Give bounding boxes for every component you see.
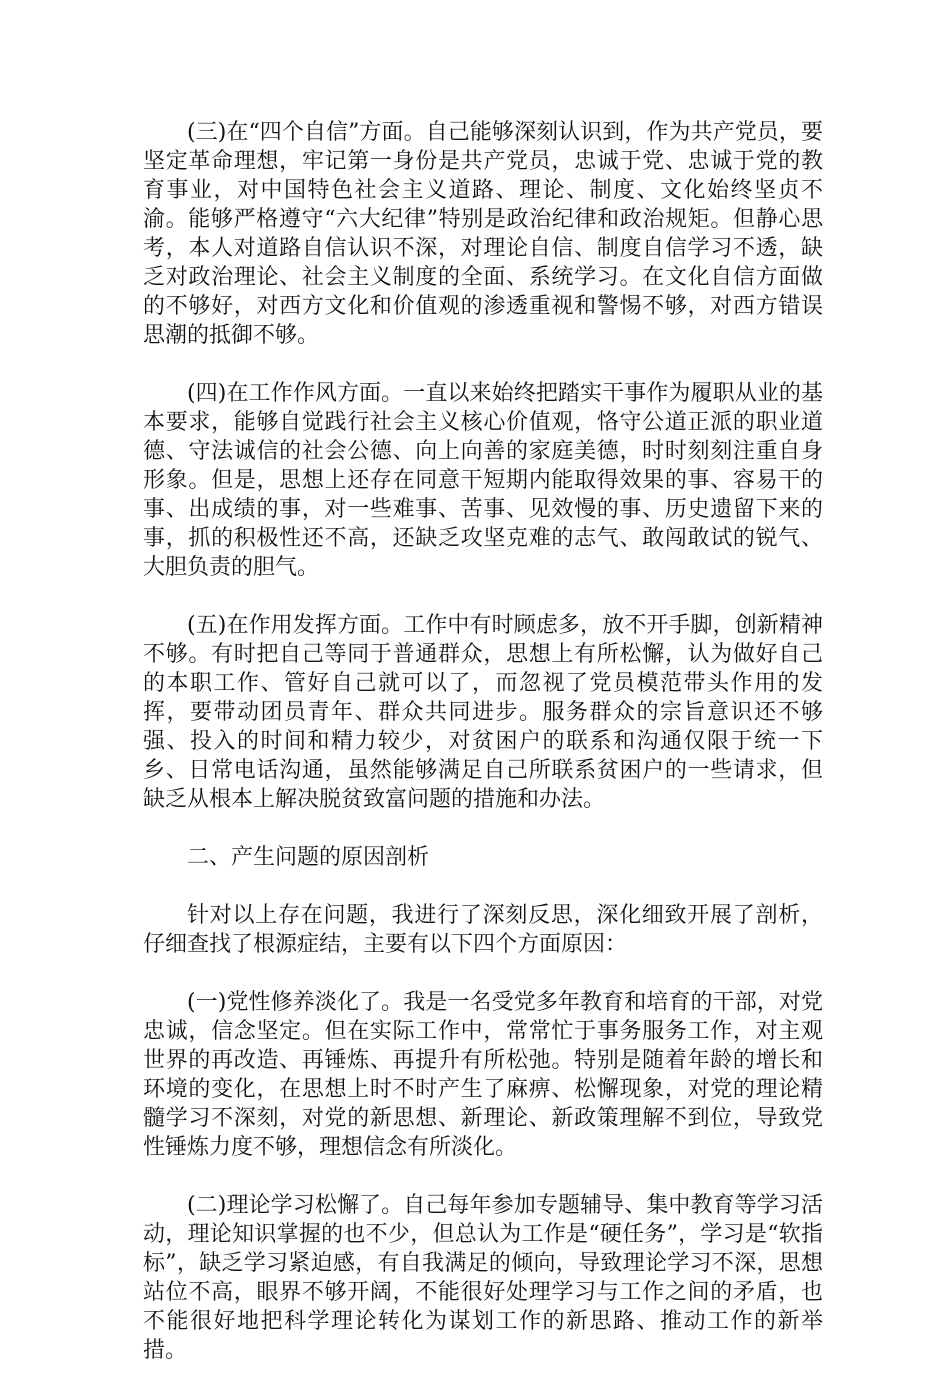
paragraph-analysis-intro: 针对以上存在问题，我进行了深刻反思，深化细致开展了剖析，仔细查找了根源症结，主要有以下四个方面原因： xyxy=(143,903,823,957)
paragraph-party-spirit: (一)党性修养淡化了。我是一名受党多年教育和培育的干部，对党忠诚，信念坚定。但在实际工作中，常常忙于事务服务工作，对主观世界的再改造、再锤炼、再提升有所松弛。特别是随着年龄的增长和环境的变化，在思想上时不时产生了麻痹、松懈现象，对党的理论精髓学习不深刻，对党的新思想、新理论、新政策理解不到位，导致党性锤炼力度不够，理想信念有所淡化。 xyxy=(143,990,823,1160)
paragraph-role-play: (五)在作用发挥方面。工作中有时顾虑多，放不开手脚，创新精神不够。有时把自己等同于普通群众，思想上有所松懈，认为做好自己的本职工作、管好自己就可以了，而忽视了党员模范带头作用的发挥，要带动团员青年、群众共同进步。服务群众的宗旨意识还不够强、投入的时间和精力较少，对贫困户的联系和沟通仅限于统一下乡、日常电话沟通，虽然能够满足自己所联系贫困户的一些请求，但缺乏从根本上解决脱贫致富问题的措施和办法。 xyxy=(143,613,823,812)
paragraph-theory-study: (二)理论学习松懈了。自己每年参加专题辅导、集中教育等学习活动，理论知识掌握的也不少，但总认为工作是“硬任务”，学习是“软指标”，缺乏学习紧迫感，有自我满足的倾向，导致理论学习不深，思想站位不高，眼界不够开阔，不能很好处理学习与工作之间的矛盾，也不能很好地把科学理论转化为谋划工作的新思路、推动工作的新举措。 xyxy=(143,1193,823,1363)
section-heading-cause-analysis: 二、产生问题的原因剖析 xyxy=(187,845,430,870)
paragraph-work-style: (四)在工作作风方面。一直以来始终把踏实干事作为履职从业的基本要求，能够自觉践行社会主义核心价值观，恪守公道正派的职业道德、守法诚信的社会公德、向上向善的家庭美德，时时刻刻注重自身形象。但是，思想上还存在同意干短期内能取得效果的事、容易干的事、出成绩的事，对一些难事、苦事、见效慢的事、历史遗留下来的事，抓的积极性还不高，还缺乏攻坚克难的志气、敢闯敢试的锐气、大胆负责的胆气。 xyxy=(143,381,823,580)
paragraph-four-confidences: (三)在“四个自信”方面。自己能够深刻认识到，作为共产党员，要坚定革命理想，牢记第一身份是共产党员，忠诚于党、忠诚于党的教育事业，对中国特色社会主义道路、理论、制度、文化始终坚贞不渝。能够严格遵守“六大纪律”特别是政治纪律和政治规矩。但静心思考，本人对道路自信认识不深，对理论自信、制度自信学习不透，缺乏对政治理论、社会主义制度的全面、系统学习。在文化自信方面做的不够好，对西方文化和价值观的渗透重视和警惕不够，对西方错误思潮的抵御不够。 xyxy=(143,120,823,348)
document-body xyxy=(143,118,823,1394)
